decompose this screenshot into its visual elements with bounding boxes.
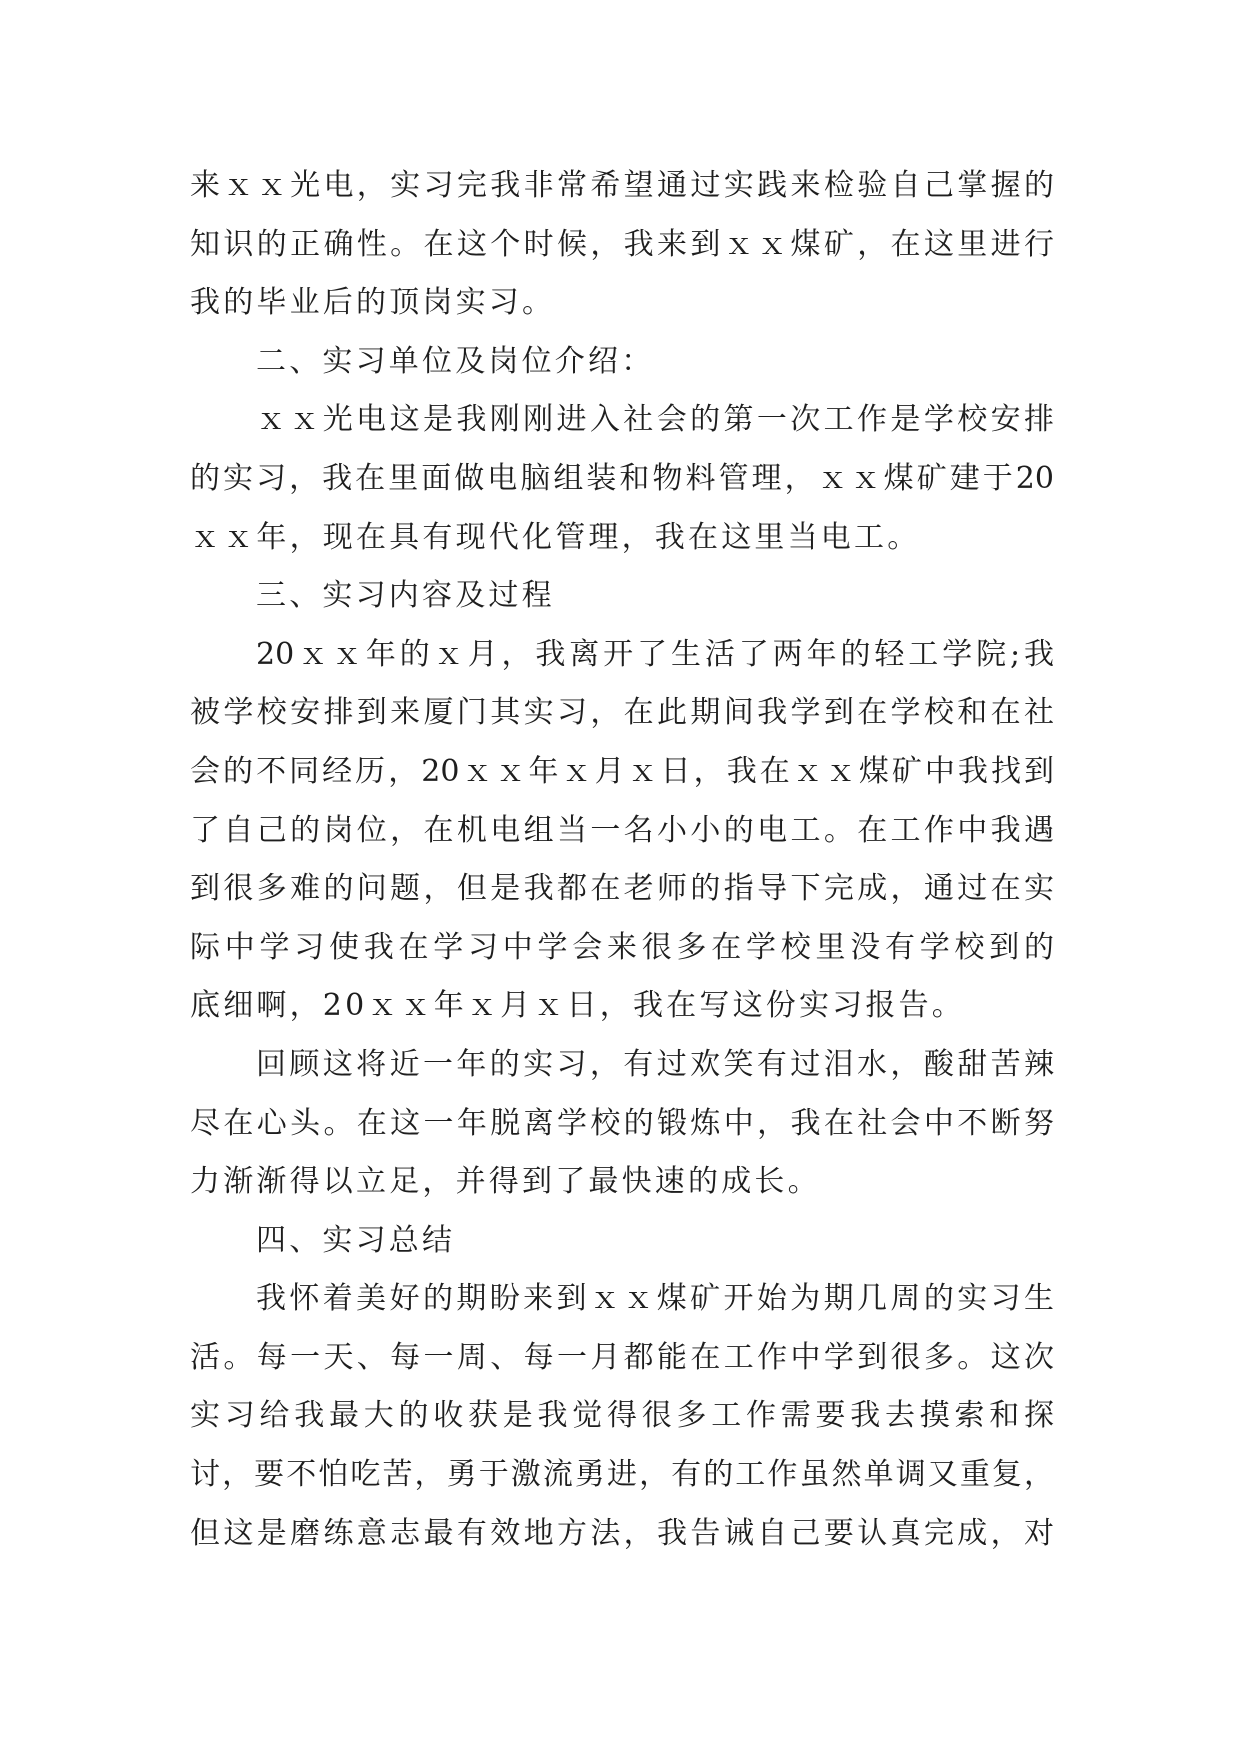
text-line: 但这是磨练意志最有效地方法，我告诫自己要认真完成，对 bbox=[190, 1515, 1054, 1551]
paragraph-unit-description bbox=[190, 391, 1054, 567]
text-line: 回顾这将近一年的实习，有过欢笑有过泪水，酸甜苦辣 bbox=[256, 1046, 1054, 1082]
text-line: 实习给我最大的收获是我觉得很多工作需要我去摸索和探 bbox=[190, 1398, 1054, 1434]
text-line: 力渐渐得以立足，并得到了最快速的成长。 bbox=[190, 1164, 821, 1200]
text-line: ｘｘ年，现在具有现代化管理，我在这里当电工。 bbox=[190, 519, 921, 555]
text-line: 我怀着美好的期盼来到ｘｘ煤矿开始为期几周的实习生 bbox=[256, 1281, 1054, 1317]
text-line: 来ｘｘ光电，实习完我非常希望通过实践来检验自己掌握的 bbox=[190, 168, 1054, 203]
text-line: 尽在心头。在这一年脱离学校的锻炼中，我在社会中不断努 bbox=[190, 1105, 1054, 1141]
text-line: 知识的正确性。在这个时候，我来到ｘｘ煤矿，在这里进行 bbox=[190, 226, 1054, 262]
text-line: 被学校安排到来厦门其实习，在此期间我学到在学校和在社 bbox=[190, 695, 1054, 731]
text-line: 我的毕业后的顶岗实习。 bbox=[190, 285, 556, 321]
section-heading-summary bbox=[190, 1212, 1054, 1271]
text-line: ｘｘ光电这是我刚刚进入社会的第一次工作是学校安排 bbox=[256, 402, 1054, 438]
section-heading: 四、实习总结 bbox=[256, 1222, 456, 1258]
text-line: 活。每一天、每一周、每一月都能在工作中学到很多。这次 bbox=[190, 1339, 1054, 1375]
paragraph-review bbox=[190, 1036, 1054, 1212]
section-heading: 三、实习内容及过程 bbox=[256, 578, 555, 614]
paragraph-summary bbox=[190, 1270, 1054, 1563]
text-line: 讨，要不怕吃苦，勇于激流勇进，有的工作虽然单调又重复， bbox=[190, 1457, 1054, 1493]
section-heading-unit-and-position bbox=[190, 333, 1054, 392]
text-line: 底细啊，20ｘｘ年ｘ月ｘ日，我在写这份实习报告。 bbox=[190, 988, 965, 1024]
text-line: 到很多难的问题，但是我都在老师的指导下完成，通过在实 bbox=[190, 871, 1054, 907]
paragraph-intro-continued bbox=[190, 157, 1054, 333]
document-body bbox=[190, 157, 1054, 1563]
text-line: 的实习，我在里面做电脑组装和物料管理，ｘｘ煤矿建于20 bbox=[190, 460, 1054, 496]
text-line: 20ｘｘ年的ｘ月，我离开了生活了两年的轻工学院;我 bbox=[256, 636, 1054, 672]
text-line: 际中学习使我在学习中学会来很多在学校里没有学校到的 bbox=[190, 929, 1054, 965]
text-line: 了自己的岗位，在机电组当一名小小的电工。在工作中我遇 bbox=[190, 812, 1054, 848]
paragraph-process bbox=[190, 626, 1054, 1036]
section-heading-content-and-process bbox=[190, 567, 1054, 626]
text-line: 会的不同经历，20ｘｘ年ｘ月ｘ日，我在ｘｘ煤矿中我找到 bbox=[190, 753, 1054, 789]
section-heading: 二、实习单位及岗位介绍： bbox=[256, 343, 655, 379]
